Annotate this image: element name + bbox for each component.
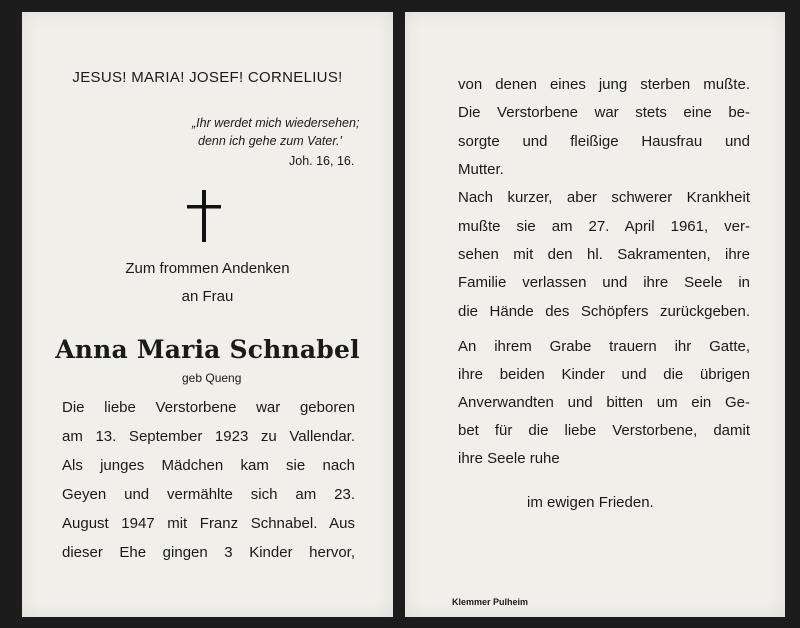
body-line: Die liebe Verstorbene war geboren bbox=[62, 399, 355, 416]
body-line: bet für die liebe Verstorbene, damit bbox=[458, 422, 750, 439]
bible-quote-reference: Joh. 16, 16. bbox=[289, 154, 355, 168]
bible-quote-line-2: denn ich gehe zum Vater.' bbox=[198, 134, 342, 148]
body-line: ihre Seele ruhe bbox=[458, 450, 560, 467]
right-page bbox=[405, 12, 785, 617]
body-line: Die Verstorbene war stets eine be- bbox=[458, 104, 750, 121]
left-page bbox=[22, 12, 393, 617]
body-line: dieser Ehe gingen 3 Kinder hervor, bbox=[62, 544, 355, 561]
body-line: August 1947 mit Franz Schnabel. Aus bbox=[62, 515, 355, 532]
body-line: An ihrem Grabe trauern ihr Gatte, bbox=[458, 338, 750, 355]
body-line: ihre beiden Kinder und die übrigen bbox=[458, 366, 750, 383]
printer-imprint: Klemmer Pulheim bbox=[452, 597, 529, 607]
body-line: Mutter. bbox=[458, 161, 504, 178]
body-line: sorgte und fleißige Hausfrau und bbox=[458, 133, 750, 150]
body-line: Als junges Mädchen kam sie nach bbox=[62, 457, 355, 474]
deceased-name: Anna Maria Schnabel bbox=[55, 335, 360, 364]
body-line: Familie verlassen und ihre Seele in bbox=[458, 274, 750, 291]
body-line: von denen eines jung sterben mußte. bbox=[458, 76, 750, 93]
body-line: Anverwandten und bitten um ein Ge- bbox=[458, 394, 750, 411]
dedication-line-1: Zum frommen Andenken bbox=[125, 260, 290, 277]
body-line: mußte sie am 27. April 1961, ver- bbox=[458, 218, 750, 235]
bible-quote-line-1: „Ihr werdet mich wiedersehen; bbox=[192, 116, 360, 130]
body-line: sehen mit den hl. Sakramenten, ihre bbox=[458, 246, 750, 263]
body-line: Geyen und vermählte sich am 23. bbox=[62, 486, 355, 503]
body-line: am 13. September 1923 zu Vallendar. bbox=[62, 428, 355, 445]
latin-cross-icon bbox=[187, 190, 221, 242]
birth-name: geb Queng bbox=[182, 371, 242, 385]
dedication-line-2: an Frau bbox=[181, 288, 234, 305]
closing-line: im ewigen Frieden. bbox=[527, 494, 654, 511]
body-line: Nach kurzer, aber schwerer Krankheit bbox=[458, 189, 750, 206]
invocation-heading: JESUS! MARIA! JOSEF! CORNELIUS! bbox=[72, 69, 343, 86]
body-line: die Hände des Schöpfers zurückgeben. bbox=[458, 303, 750, 320]
